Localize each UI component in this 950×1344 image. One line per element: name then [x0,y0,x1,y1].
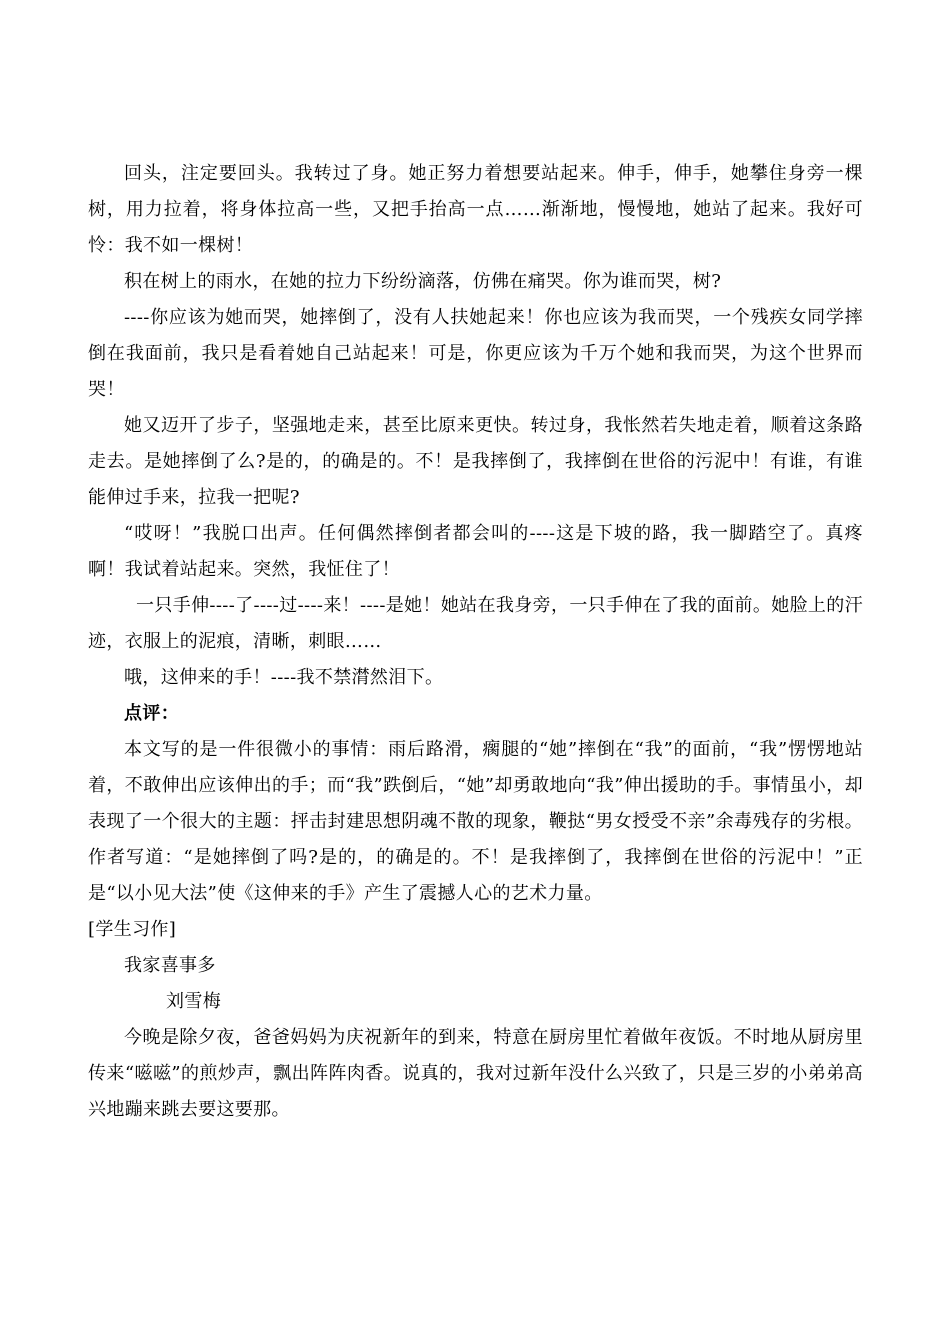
essay-title: 我家喜事多 [124,955,216,976]
story-paragraph-4: 她又迈开了步子，坚强地走来，甚至比原来更快。转过身，我怅然若失地走着，顺着这条路走去。是她摔倒了么?是的，的确是的。不！是我摔倒了，我摔倒在世俗的污泥中！有谁，有谁能伸过手来，拉我一把呢? [88,415,863,508]
commentary-heading: 点评： [124,703,180,724]
story-paragraph-3: ----你应该为她而哭，她摔倒了，没有人扶她起来！你也应该为我而哭，一个残疾女同学摔倒在我面前，我只是看着她自己站起来！可是，你更应该为千万个她和我而哭，为这个世界而哭！ [88,307,863,400]
essay-author: 刘雪梅 [166,991,222,1012]
story-paragraph-5: “哎呀！”我脱口出声。任何偶然摔倒者都会叫的----这是下坡的路，我一脚踏空了。真疼啊！我试着站起来。突然，我怔住了！ [88,523,863,580]
commentary-paragraph: 本文写的是一件很微小的事情：雨后路滑，瘸腿的“她”摔倒在“我”的面前，“我”愣愣地站着，不敢伸出应该伸出的手；而“我”跌倒后，“她”却勇敢地向“我”伸出援助的手。事情虽小，却表现了一个很大的主题：抨击封建思想阴魂不散的现象，鞭挞“男女授受不亲”余毒残存的劣根。作者写道：“是她摔倒了吗?是的，的确是的。不！是我摔倒了，我摔倒在世俗的污泥中！”正是“以小见大法”使《这伸来的手》产生了震撼人心的艺术力量。 [88,739,863,904]
essay-paragraph-1: 今晚是除夕夜，爸爸妈妈为庆祝新年的到来，特意在厨房里忙着做年夜饭。不时地从厨房里传来“嗞嗞”的煎炒声，飘出阵阵肉香。说真的，我对过新年没什么兴致了，只是三岁的小弟弟高兴地蹦来跳去要这要那。 [88,1027,863,1120]
story-paragraph-7: 哦，这伸来的手！----我不禁潸然泪下。 [124,667,444,688]
document-body [88,156,863,1128]
story-paragraph-2: 积在树上的雨水，在她的拉力下纷纷滴落，仿佛在痛哭。你为谁而哭，树? [124,271,722,292]
student-work-label: [学生习作] [88,919,177,940]
story-paragraph-6: 一只手伸----了----过----来！----是她！她站在我身旁，一只手伸在了我的面前。她脸上的汗迹，衣服上的泥痕，清晰，刺眼…… [88,595,863,652]
story-paragraph-1: 回头，注定要回头。我转过了身。她正努力着想要站起来。伸手，伸手，她攀住身旁一棵树，用力拉着，将身体拉高一些，又把手抬高一点……渐渐地，慢慢地，她站了起来。我好可怜：我不如一棵树！ [88,163,863,256]
